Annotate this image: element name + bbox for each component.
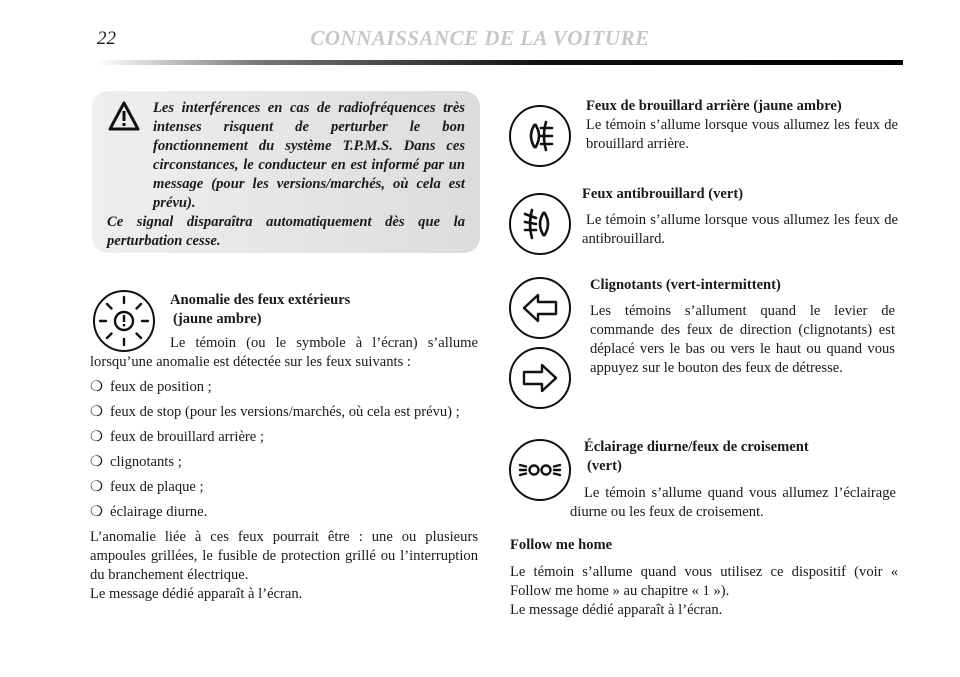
follow-me-text: Le témoin s’allume quand vous utilisez ce dispositif (voir « Follow me home » au chapitre « 1 »). [510,564,898,599]
front-fog-title: Feux antibrouillard (vert) [582,186,744,202]
exterior-lights-list [90,378,478,522]
warning-text-secondary: Ce signal disparaîtra automatiquement dès que la perturbation cesse. [107,214,465,249]
warning-text [107,99,465,251]
rear-fog-section [586,97,898,154]
rear-fog-light-icon [508,104,572,168]
follow-me-message: Le message dédié apparaît à l’écran. [510,602,723,618]
warning-text-main: Les interférences en cas de radiofréquences très intenses risquent de perturber le bon fonctionnement du système T.P.M.S. Dans ces circonstances, le conducteur en est informé par un message (pour les versions/marchés, où cela est prévu). [153,100,465,211]
exterior-lights-title-1: Anomalie des feux extérieurs [170,292,351,308]
list-item [90,478,478,497]
list-item-text: éclairage diurne. [110,504,208,520]
daytime-lights-text: Le témoin s’allume quand vous allumez l’éclairage diurne ou les feux de croisement. [570,485,896,520]
exterior-lights-outro: L’anomalie liée à ces feux pourrait être : une ou plusieurs ampoules grillées, le fusible de protection grillé ou l’interruption du branchement électrique. [90,529,478,583]
exterior-lights-intro: Le témoin (ou le symbole à l’écran) s’allume lorsqu’une anomalie est détectée sur les feux suivants : [90,335,478,370]
follow-me-title: Follow me home [510,537,613,553]
rear-fog-title: Feux de brouillard arrière (jaune ambre) [586,98,842,114]
daytime-lights-title [584,438,894,476]
exterior-lights-message: Le message dédié apparaît à l’écran. [90,586,303,602]
list-item-text: feux de brouillard arrière ; [110,429,264,445]
list-item-text: clignotants ; [110,454,182,470]
header-rule [97,60,903,65]
page-number: 22 [97,28,116,49]
bullet-mark: ❍ [90,504,104,520]
exterior-lights-title-2: (jaune ambre) [173,311,262,327]
daytime-lights-title-2: (vert) [587,458,622,474]
list-item [90,503,478,522]
front-fog-light-icon [508,192,572,256]
list-item-text: feux de stop (pour les versions/marchés, où cela est prévu) ; [110,404,460,420]
list-item [90,428,478,447]
front-fog-section [582,185,898,249]
turn-signals-title: Clignotants (vert-intermittent) [590,277,781,293]
daytime-lights-title-1: Éclairage diurne/feux de croisement [584,439,809,455]
warning-box [92,91,480,253]
exterior-lights-section [90,334,478,604]
list-item [90,378,478,397]
left-turn-signal-icon [508,276,572,340]
list-item-text: feux de position ; [110,379,212,395]
bullet-mark: ❍ [90,404,104,420]
follow-me-section [510,536,898,620]
exterior-lights-title [170,291,470,329]
bullet-mark: ❍ [90,429,104,445]
daytime-lights-section [570,484,896,522]
section-header-title: CONNAISSANCE DE LA VOITURE [310,26,650,50]
list-item-text: feux de plaque ; [110,479,204,495]
list-item [90,403,478,422]
list-item [90,453,478,472]
right-turn-signal-icon [508,346,572,410]
bullet-mark: ❍ [90,379,104,395]
bullet-mark: ❍ [90,454,104,470]
front-fog-text: Le témoin s’allume lorsque vous allumez les feux de antibrouillard. [582,212,898,247]
rear-fog-text: Le témoin s’allume lorsque vous allumez les feux de brouillard arrière. [586,117,898,152]
turn-signals-text: Les témoins s’allument quand le levier de commande des feux de direction (clignotants) est déplacé vers le bas ou vers le haut ou quand vous appuyez sur le bouton des feux de détresse. [590,303,895,376]
turn-signals-section [590,276,895,378]
bullet-mark: ❍ [90,479,104,495]
daytime-running-lights-icon [508,438,572,502]
